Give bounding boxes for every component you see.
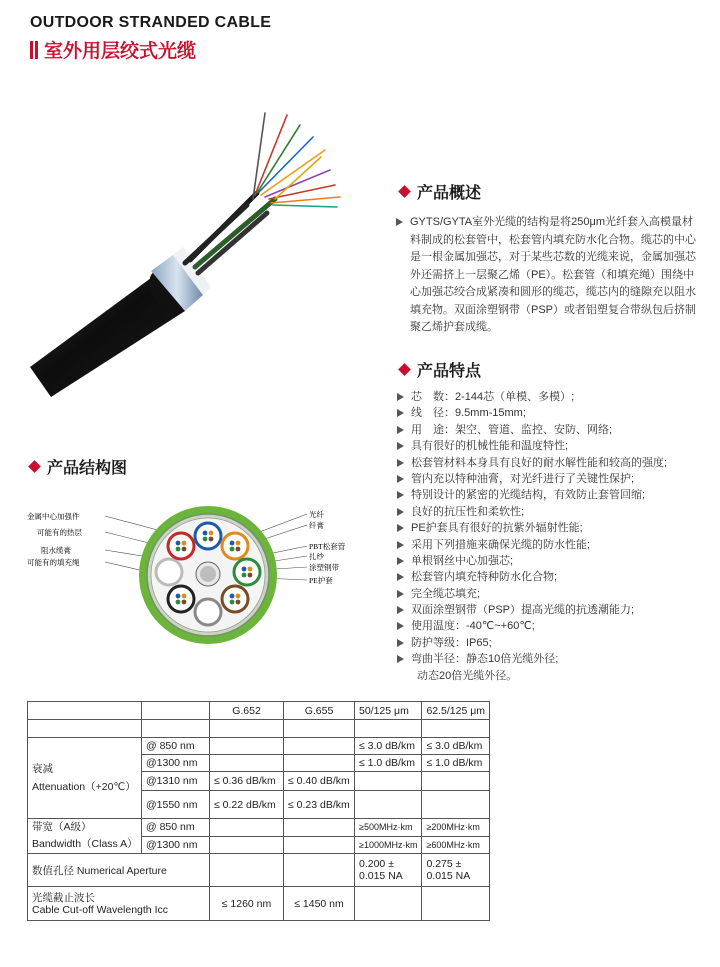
cable-photo	[25, 95, 385, 415]
diagram-label-right: 涂塑钢带	[309, 563, 339, 572]
diamond-bullet-icon	[28, 460, 41, 473]
table-row: @1550 nm ≤ 0.22 dB/km ≤ 0.23 dB/km	[28, 791, 490, 819]
triangle-bullet-icon	[397, 442, 404, 450]
na-625-cell: 0.275 ± 0.015 NA	[422, 854, 490, 887]
overview-paragraph: GYTS/GYTA室外光缆的结构是将250μm光纤套入高模量材料制成的松套管中，松套管内填充防水化合物。缆芯的中心是一根金属加强芯，对于某些芯数的光缆来说，金属加强芯外还需挤上一层聚乙烯（PE）。松套管（和填充绳）围绕中心加强芯绞合成紧凑和圆形的缆芯，缆芯内的缝隙充以阻水填充物。双面涂塑钢带（PSP）或者铝塑复合带纵包后挤制聚乙烯护套成缆。	[410, 216, 697, 333]
bandwidth-label: 带宽（A级） Bandwidth（Class A）	[28, 819, 142, 854]
spec-table	[27, 701, 490, 921]
triangle-bullet-icon	[397, 655, 404, 663]
table-row: @1310 nm ≤ 0.36 dB/km ≤ 0.40 dB/km	[28, 772, 490, 791]
triangle-bullet-icon	[397, 475, 404, 483]
structure-heading: 产品结构图	[30, 455, 127, 478]
wavelength-cell: @ 850 nm	[142, 819, 210, 837]
list-item: 特别设计的紧密的光缆结构，有效防止套管回缩;	[396, 487, 706, 503]
features-heading: 产品特点	[400, 358, 481, 381]
list-item: 具有很好的机械性能和温度特性;	[396, 438, 706, 454]
triangle-bullet-icon	[397, 573, 404, 581]
diagram-label-left: 阻水缆膏	[41, 546, 71, 555]
triangle-bullet-icon	[397, 557, 404, 565]
triangle-bullet-icon	[397, 541, 404, 549]
triangle-bullet-icon	[397, 590, 404, 598]
features-list	[396, 389, 706, 684]
triangle-bullet-icon	[397, 426, 404, 434]
list-item: 使用温度：-40℃~+60℃;	[396, 618, 706, 634]
diamond-bullet-icon	[398, 185, 411, 198]
na-label: 数值孔径 Numerical Aperture	[28, 854, 210, 887]
diagram-label-right: PBT松套管	[309, 542, 346, 551]
table-row: 光缆截止波长 Cable Cut-off Wavelength Icc ≤ 1260 nm ≤ 1450 nm	[28, 887, 490, 921]
table-row: 带宽（A级） Bandwidth（Class A） @ 850 nm ≥500MHz·km ≥200MHz·km	[28, 819, 490, 837]
triangle-bullet-icon	[397, 622, 404, 630]
title-cn	[30, 36, 196, 63]
list-item: 动态20倍光缆外径。	[417, 669, 518, 682]
header-cell: G.652	[210, 702, 284, 720]
wavelength-cell: @ 850 nm	[142, 738, 210, 755]
wavelength-cell: @1300 nm	[142, 836, 210, 854]
wavelength-cell: @1310 nm	[142, 772, 210, 791]
triangle-bullet-icon	[397, 508, 404, 516]
triangle-bullet-icon	[397, 459, 404, 467]
wavelength-cell: @1550 nm	[142, 791, 210, 819]
diagram-label-left: 金属中心加强件	[27, 512, 80, 521]
triangle-bullet-icon	[397, 606, 404, 614]
cutoff-label: 光缆截止波长 Cable Cut-off Wavelength Icc	[28, 887, 210, 921]
diagram-label-right: 扎纱	[309, 552, 324, 561]
list-item: 管内充以特种油膏，对光纤进行了关键性保护;	[396, 471, 706, 487]
list-item: 松套管内填充特种防水化合物;	[396, 569, 706, 585]
list-item: 线 径：9.5mm-15mm;	[396, 405, 706, 421]
list-item: 用 途：架空、管道、监控、安防、网络;	[396, 422, 706, 438]
cross-section-diagram	[25, 500, 370, 650]
overview-heading: 产品概述	[400, 180, 481, 203]
table-row: @1300 nm ≤ 1.0 dB/km ≤ 1.0 dB/km	[28, 755, 490, 772]
title-en: OUTDOOR STRANDED CABLE	[30, 14, 272, 31]
attenuation-label: 衰减 Attenuation（+20℃）	[28, 738, 142, 819]
header-cell: 50/125 μm	[355, 702, 422, 720]
list-item: 采用下列措施来确保光缆的防水性能;	[396, 537, 706, 553]
triangle-bullet-icon	[397, 524, 404, 532]
triangle-bullet-icon	[397, 393, 404, 401]
list-item: 松套管材料本身具有良好的耐水解性能和较高的强度;	[396, 455, 706, 471]
table-row: 衰减 Attenuation（+20℃） @ 850 nm ≤ 3.0 dB/km ≤ 3.0 dB/km	[28, 738, 490, 755]
table-row: @1300 nm ≥1000MHz·km ≥600MHz·km	[28, 836, 490, 854]
triangle-bullet-icon	[397, 491, 404, 499]
list-item: 芯 数：2-144芯（单模、多模）;	[396, 389, 706, 405]
list-item: 弯曲半径：静态10倍光缆外径;	[396, 651, 706, 667]
list-item: 完全缆芯填充;	[396, 586, 706, 602]
title-bar-icon	[30, 41, 33, 59]
diagram-label-right: 纤膏	[309, 521, 324, 530]
table-header-row	[28, 702, 490, 720]
title-bar-icon	[35, 41, 38, 59]
diamond-bullet-icon	[398, 363, 411, 376]
triangle-bullet-icon	[397, 639, 404, 647]
diagram-label-right: PE护套	[309, 576, 333, 585]
list-item: 单根钢丝中心加强芯;	[396, 553, 706, 569]
diagram-label-left: 可能有的热层	[37, 528, 82, 537]
list-item: 良好的抗压性和柔软性;	[396, 504, 706, 520]
diagram-label-right: 光纤	[309, 510, 324, 519]
list-item: PE护套具有很好的抗紫外辐射性能;	[396, 520, 706, 536]
list-item: 防护等级：IP65;	[396, 635, 706, 651]
header-cell: 62.5/125 μm	[422, 702, 490, 720]
list-item: 双面涂塑钢带（PSP）提高光缆的抗透潮能力;	[396, 602, 706, 618]
table-row	[28, 720, 490, 738]
diagram-label-left: 可能有的填充绳	[27, 558, 80, 567]
wavelength-cell: @1300 nm	[142, 755, 210, 772]
overview-text-block	[396, 214, 696, 337]
table-row	[28, 854, 490, 887]
triangle-bullet-icon	[396, 218, 403, 226]
na-50-cell: 0.200 ± 0.015 NA	[355, 854, 422, 887]
header-cell: G.655	[284, 702, 355, 720]
title-cn-text: 室外用层绞式光缆	[44, 41, 197, 62]
triangle-bullet-icon	[397, 409, 404, 417]
